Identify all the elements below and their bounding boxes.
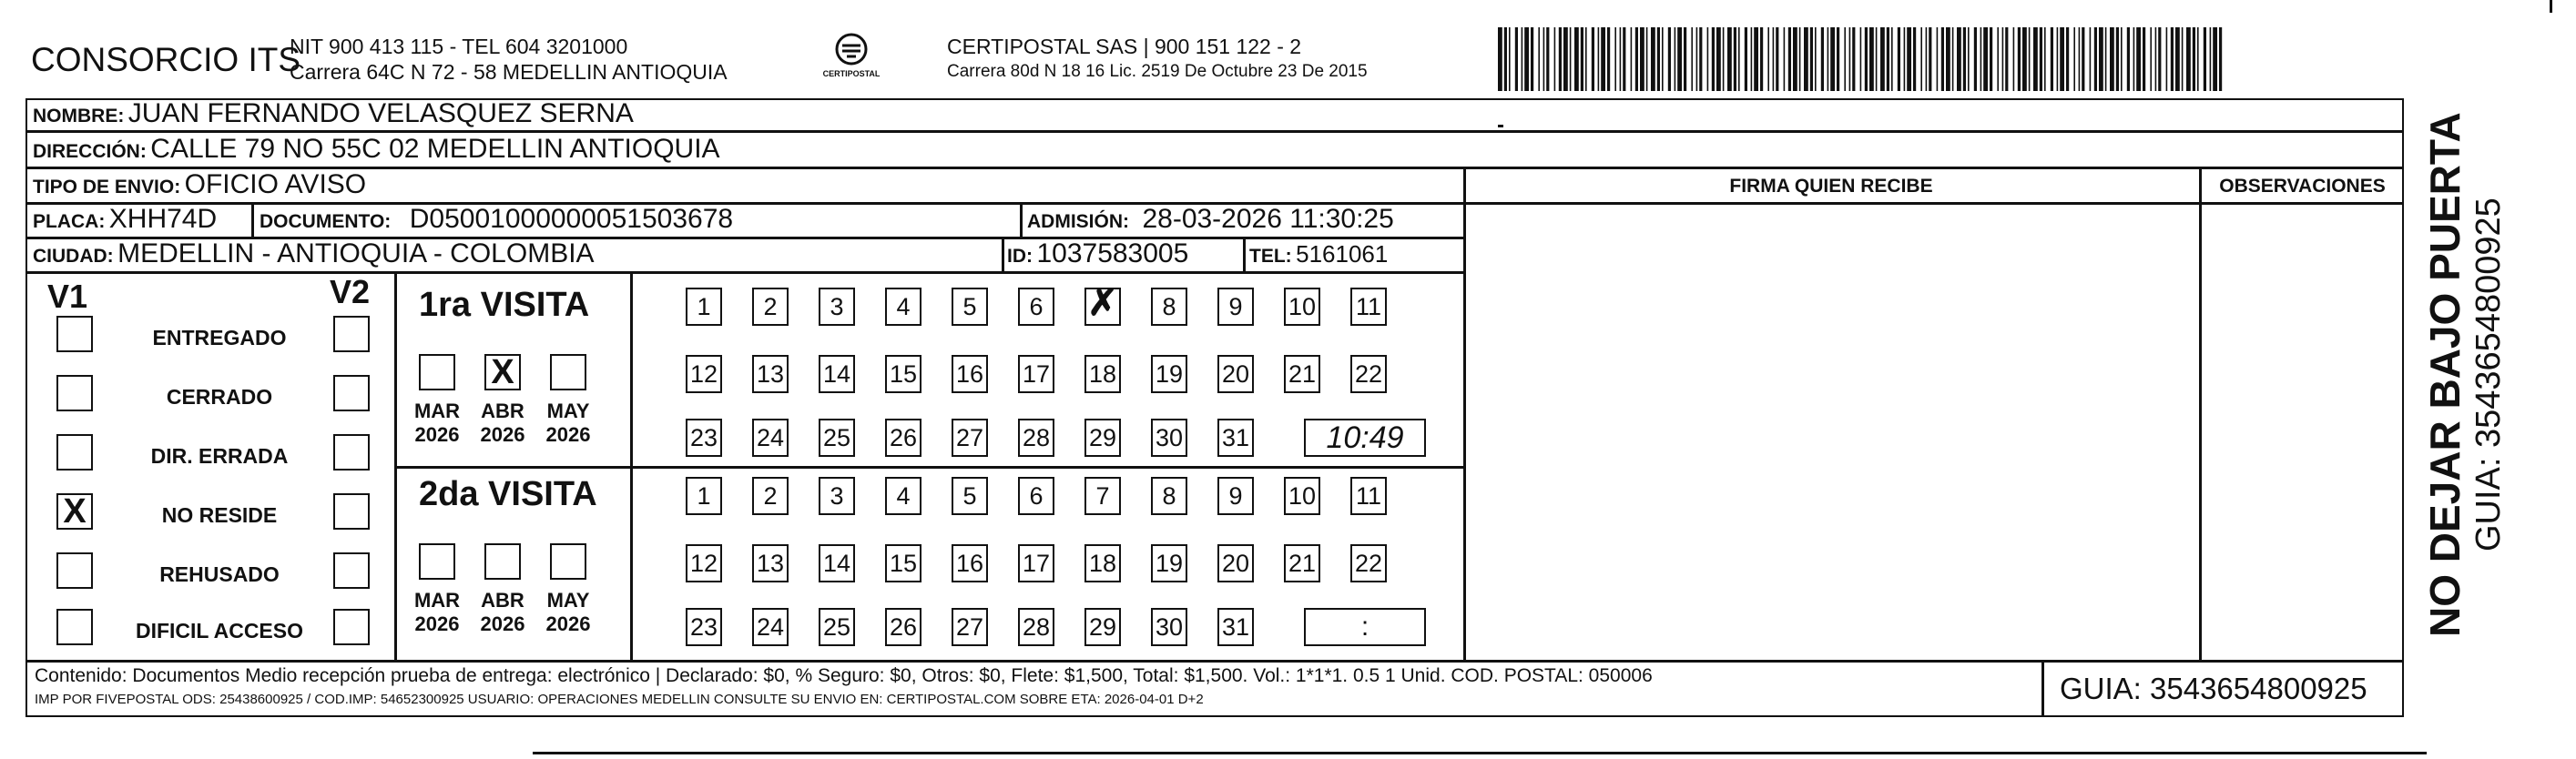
status-label: DIFICIL ACCESO: [135, 619, 303, 643]
status-label: NO RESIDE: [161, 503, 278, 527]
barcode-bar: [1677, 27, 1682, 91]
day-box[interactable]: 14: [819, 544, 855, 582]
barcode-bar: [1581, 27, 1583, 91]
day-box[interactable]: 4: [885, 288, 921, 326]
day-box[interactable]: 10: [1284, 477, 1320, 515]
barcode-bar: [1980, 27, 1982, 91]
barcode-bar: [2143, 27, 2145, 91]
day-box[interactable]: 16: [952, 355, 988, 393]
barcode-bar: [1614, 27, 1616, 91]
barcode-bar: [2133, 27, 2135, 91]
barcode-bar: [1957, 27, 1961, 91]
barcode-bar: [2002, 27, 2004, 91]
courier-license: Carrera 80d N 18 16 Lic. 2519 De Octubre 23 De 2015: [947, 62, 1368, 81]
barcode-bar: [2033, 27, 2038, 91]
barcode-bar: [1880, 27, 1885, 91]
firma-left-border: [1463, 167, 1466, 660]
day-box[interactable]: 31: [1217, 419, 1254, 457]
barcode-bar: [1662, 27, 1664, 91]
barcode-bar: [2204, 27, 2206, 91]
barcode-bar: [2066, 27, 2069, 91]
barcode-bar: [1546, 27, 1549, 91]
visit-time-box[interactable]: :: [1304, 608, 1426, 646]
barcode-bar: [1904, 27, 1906, 91]
barcode-bar: [1515, 27, 1518, 91]
day-box[interactable]: 21: [1284, 355, 1320, 393]
day-box[interactable]: 25: [819, 419, 855, 457]
barcode-bar: [2040, 27, 2042, 91]
barcode-bar: [1837, 27, 1839, 91]
barcode-bar: [1651, 27, 1655, 91]
barcode-bar: [1723, 27, 1725, 91]
barcode-bar: [2079, 27, 2081, 91]
day-box[interactable]: 30: [1151, 419, 1187, 457]
barcode-bar: [1898, 27, 1900, 91]
day-box[interactable]: 11: [1350, 477, 1387, 515]
day-box[interactable]: [1084, 283, 1121, 326]
visit-separator: [394, 466, 1465, 469]
top-right-tick: [2550, 0, 2552, 13]
barcode-bar: [1920, 27, 1922, 91]
barcode-bar: [2116, 27, 2119, 91]
barcode-bar: [1804, 27, 1808, 91]
footer-guia: GUIA: 3543654800925: [2060, 672, 2367, 705]
day-box[interactable]: 19: [1151, 355, 1187, 393]
barcode-bar: [2099, 27, 2103, 91]
day-box[interactable]: 1: [686, 288, 722, 326]
barcode-bar: [1891, 27, 1893, 91]
month-label: MAR: [413, 589, 461, 612]
day-mark-icon: ✗: [1087, 283, 1118, 323]
day-box[interactable]: 26: [885, 419, 921, 457]
ciudad-label: CIUDAD:: [33, 246, 114, 267]
id-sep: [1002, 237, 1004, 271]
barcode-bar: [1776, 27, 1778, 91]
barcode-bar: [1941, 27, 1944, 91]
day-box[interactable]: 13: [752, 544, 789, 582]
barcode-bar: [2175, 27, 2180, 91]
day-box[interactable]: 28: [1018, 608, 1054, 646]
barcode-bar: [1865, 27, 1868, 91]
firma-header: FIRMA QUIEN RECIBE: [1729, 176, 1933, 197]
month-year: 2026: [414, 612, 460, 635]
barcode-bar: [1699, 27, 1702, 91]
barcode-bar: [2022, 27, 2027, 91]
tel-value: 5161061: [1296, 240, 1389, 268]
barcode-bar: [2110, 27, 2114, 91]
v1-checkbox[interactable]: [56, 375, 93, 411]
barcode-bar: [1646, 27, 1648, 91]
id-value: 1037583005: [1036, 238, 1189, 268]
barcode-bar: [1830, 27, 1835, 91]
barcode-bar: [1675, 27, 1676, 91]
month-label: MAY: [546, 400, 590, 422]
barcode-bar: [1601, 27, 1605, 91]
barcode-bar: [2057, 27, 2059, 91]
barcode-bar: [1574, 27, 1579, 91]
barcode-bar: [2182, 27, 2184, 91]
logo-text: CERTIPOSTAL: [822, 69, 881, 78]
barcode-bar: [2051, 27, 2053, 91]
barcode-bar: [2213, 27, 2217, 91]
day-box[interactable]: 27: [952, 608, 988, 646]
barcode-bar: [1522, 27, 1523, 91]
barcode-bar: [2136, 27, 2141, 91]
day-box[interactable]: 29: [1084, 608, 1121, 646]
month-label: MAR: [413, 400, 461, 422]
barcode-bar: [1907, 27, 1911, 91]
barcode-bar: [1712, 27, 1715, 91]
barcode-bar: [1974, 27, 1977, 91]
barcode-bar: [1983, 27, 1988, 91]
admision-value: 28-03-2026 11:30:25: [1142, 204, 1394, 234]
barcode-bar: [2127, 27, 2130, 91]
status-label: DIR. ERRADA: [150, 444, 289, 468]
month-checkbox[interactable]: [419, 543, 455, 580]
company-address: Carrera 64C N 72 - 58 MEDELLIN ANTIOQUIA: [290, 60, 728, 84]
day-box[interactable]: 27: [952, 419, 988, 457]
barcode-bar: [1849, 27, 1851, 91]
footer-contenido: Contenido: Documentos Medio recepción prueba de entrega: electrónico | Declarado: $0, % Seguro: $0, Otros: $0, Flete: $1,500, Total: $1,500. Vol.: 1*1*1. 0.5 1 Unid. COD. POSTAL: 050006: [35, 665, 1653, 686]
side-guia: GUIA: 3543654800925: [2469, 197, 2508, 552]
barcode-bar: [1997, 27, 1999, 91]
month-checkbox[interactable]: [419, 354, 455, 390]
barcode-bar: [2197, 27, 2199, 91]
day-box[interactable]: 2: [752, 288, 789, 326]
barcode-bar: [1657, 27, 1660, 91]
v2-checkbox[interactable]: [333, 434, 370, 471]
barcode-bar: [1707, 27, 1709, 91]
day-box[interactable]: 22: [1350, 355, 1387, 393]
barcode-bar: [2044, 27, 2046, 91]
barcode-bar: [1810, 27, 1813, 91]
status-label: ENTREGADO: [152, 326, 287, 349]
barcode-bar: [2018, 27, 2021, 91]
barcode-bar: [1531, 27, 1533, 91]
bottom-rule: [533, 752, 2427, 754]
barcode-bar: [1524, 27, 1529, 91]
barcode-bar: [2060, 27, 2064, 91]
day-box[interactable]: 9: [1217, 477, 1254, 515]
day-box[interactable]: 16: [952, 544, 988, 582]
day-box[interactable]: 23: [686, 419, 722, 457]
barcode-bar: [2090, 27, 2092, 91]
day-box[interactable]: 6: [1018, 477, 1054, 515]
month-checkbox[interactable]: [550, 354, 586, 390]
day-box[interactable]: 17: [1018, 544, 1054, 582]
barcode-bar: [1696, 27, 1698, 91]
v2-checkbox[interactable]: [333, 375, 370, 411]
day-box[interactable]: 1: [686, 477, 722, 515]
barcode-bar: [1968, 27, 1970, 91]
barcode-bar: [1844, 27, 1846, 91]
day-box[interactable]: 25: [819, 608, 855, 646]
barcode-bar: [1937, 27, 1939, 91]
barcode-bar: [1607, 27, 1610, 91]
day-box[interactable]: 12: [686, 355, 722, 393]
v1-header: V1: [47, 278, 88, 315]
documento-value: D05001000000051503678: [409, 204, 734, 234]
barcode-bar: [1563, 27, 1568, 91]
barcode-bar: [1570, 27, 1572, 91]
day-box[interactable]: 17: [1018, 355, 1054, 393]
month-label: MAY: [546, 589, 590, 612]
tipo-value: OFICIO AVISO: [184, 169, 367, 199]
ciudad-value: MEDELLIN - ANTIOQUIA - COLOMBIA: [117, 238, 595, 268]
id-label: ID:: [1007, 246, 1033, 267]
barcode-bar: [1869, 27, 1874, 91]
day-box[interactable]: 24: [752, 608, 789, 646]
barcode-bar: [1684, 27, 1686, 91]
day-box[interactable]: 26: [885, 608, 921, 646]
barcode-bar: [1788, 27, 1791, 91]
placa-sep: [251, 202, 254, 237]
barcode-bar: [1799, 27, 1801, 91]
obs-left-border: [2199, 167, 2202, 660]
tel-row: [1249, 236, 1388, 277]
barcode-bar: [1929, 27, 1931, 91]
barcode-bar: [1784, 27, 1786, 91]
footer-imp: IMP POR FIVEPOSTAL ODS: 25438600925 / COD.IMP: 54652300925 USUARIO: OPERACIONES MEDELLIN CONSULTE SU ENVIO EN: CERTIPOSTAL.COM SOBRE ETA: 2026-04-01 D+2: [35, 692, 1204, 707]
visit-title: 2da VISITA: [419, 475, 597, 513]
barcode-bar: [2171, 27, 2174, 91]
barcode: [1498, 27, 2226, 91]
v1-checkbox[interactable]: [56, 552, 93, 589]
day-box[interactable]: 21: [1284, 544, 1320, 582]
barcode-bar: [1543, 27, 1545, 91]
month-label: ABR: [481, 589, 524, 612]
day-box[interactable]: 18: [1084, 355, 1121, 393]
barcode-bar: [1952, 27, 1954, 91]
month-label: ABR: [481, 400, 524, 422]
barcode-bar: [1554, 27, 1556, 91]
v2-checkbox[interactable]: [333, 609, 370, 645]
barcode-bar: [1623, 27, 1625, 91]
day-box[interactable]: 29: [1084, 419, 1121, 457]
month-year: 2026: [545, 423, 591, 446]
side-warning: NO DEJAR BAJO PUERTA: [2421, 112, 2469, 637]
v2-checkbox[interactable]: [333, 552, 370, 589]
month-year: 2026: [480, 612, 525, 635]
courier-info: CERTIPOSTAL SAS | 900 151 122 - 2: [947, 35, 1302, 58]
status-label: REHUSADO: [159, 562, 280, 586]
placa-value: XHH74D: [108, 204, 218, 234]
day-box[interactable]: 19: [1151, 544, 1187, 582]
admision-label: ADMISIÓN:: [1027, 211, 1129, 232]
day-box[interactable]: 18: [1084, 544, 1121, 582]
day-box[interactable]: 7: [1084, 477, 1121, 515]
barcode-bar: [1738, 27, 1740, 91]
month-year: 2026: [545, 612, 591, 635]
tel-label: TEL:: [1249, 246, 1292, 267]
barcode-bar: [1635, 27, 1638, 91]
barcode-bar: [1767, 27, 1769, 91]
documento-label: DOCUMENTO:: [260, 211, 392, 232]
day-box[interactable]: 11: [1350, 288, 1387, 326]
barcode-bar: [1754, 27, 1758, 91]
v1-checkbox[interactable]: X: [56, 493, 93, 530]
barcode-bar: [2219, 27, 2222, 91]
month-checkbox[interactable]: [550, 543, 586, 580]
status-label: CERRADO: [166, 385, 273, 409]
day-box[interactable]: 14: [819, 355, 855, 393]
v1-checkbox[interactable]: [56, 434, 93, 471]
day-box[interactable]: 12: [686, 544, 722, 582]
visit-time-box[interactable]: 10:49: [1304, 419, 1426, 457]
visit-title: 1ra VISITA: [419, 286, 590, 324]
barcode-bar: [1990, 27, 1992, 91]
placa-label: PLACA:: [33, 211, 106, 232]
observaciones-header: OBSERVACIONES: [2219, 176, 2386, 197]
nombre-value: JUAN FERNANDO VELASQUEZ SERNA: [127, 98, 634, 128]
v2-checkbox[interactable]: [333, 493, 370, 530]
barcode-bar: [1815, 27, 1817, 91]
company-name: CONSORCIO ITS: [31, 41, 301, 78]
barcode-bar: [1887, 27, 1889, 91]
tel-sep: [1243, 237, 1246, 271]
barcode-bar: [1913, 27, 1916, 91]
company-nit: NIT 900 413 115 - TEL 604 3201000: [290, 35, 628, 58]
day-box[interactable]: 4: [885, 477, 921, 515]
barcode-bar: [2105, 27, 2107, 91]
barcode-bar: [2073, 27, 2075, 91]
barcode-bar: [1963, 27, 1966, 91]
day-box[interactable]: 2: [752, 477, 789, 515]
month-year: 2026: [414, 423, 460, 446]
month-checkbox[interactable]: [484, 543, 521, 580]
month-year: 2026: [480, 423, 525, 446]
day-box[interactable]: 31: [1217, 608, 1254, 646]
day-box[interactable]: 3: [819, 288, 855, 326]
barcode-bar: [1691, 27, 1693, 91]
barcode-bar: [1598, 27, 1600, 91]
v1-checkbox[interactable]: [56, 609, 93, 645]
v2-header: V2: [330, 273, 371, 310]
footer-guia-sep: [2041, 660, 2044, 717]
barcode-bar: [1592, 27, 1594, 91]
nombre-dash: [1498, 125, 1503, 127]
barcode-bar: [1760, 27, 1763, 91]
barcode-bar: [2005, 27, 2008, 91]
barcode-bar: [1640, 27, 1644, 91]
ciudad-row: [33, 236, 595, 277]
barcode-bar: [1821, 27, 1824, 91]
day-box[interactable]: 30: [1151, 608, 1187, 646]
barcode-bar: [1876, 27, 1878, 91]
admision-sep: [1020, 202, 1023, 237]
day-box[interactable]: 5: [952, 288, 988, 326]
barcode-bar: [1860, 27, 1862, 91]
certipostal-logo: [820, 31, 883, 86]
barcode-bar: [1793, 27, 1797, 91]
barcode-bar: [1620, 27, 1622, 91]
barcode-bar: [1828, 27, 1829, 91]
barcode-bar: [2193, 27, 2195, 91]
barcode-bar: [1751, 27, 1753, 91]
barcode-bar: [2155, 27, 2157, 91]
barcode-bar: [1716, 27, 1721, 91]
barcode-bar: [1509, 27, 1511, 91]
barcode-bar: [2013, 27, 2015, 91]
barcode-bar: [2121, 27, 2123, 91]
day-box[interactable]: 5: [952, 477, 988, 515]
barcode-bar: [1559, 27, 1562, 91]
day-box[interactable]: 8: [1151, 477, 1187, 515]
barcode-bar: [1727, 27, 1732, 91]
barcode-bar: [2094, 27, 2097, 91]
barcode-bar: [1538, 27, 1540, 91]
footer-top-line: [25, 660, 2404, 663]
day-box[interactable]: 23: [686, 608, 722, 646]
day-box[interactable]: 9: [1217, 288, 1254, 326]
day-box[interactable]: 28: [1018, 419, 1054, 457]
barcode-bar: [2210, 27, 2212, 91]
v1-checkbox[interactable]: [56, 316, 93, 352]
tipo-label: TIPO DE ENVIO:: [33, 177, 181, 197]
barcode-bar: [1852, 27, 1855, 91]
day-box[interactable]: 20: [1217, 355, 1254, 393]
barcode-bar: [1926, 27, 1928, 91]
barcode-bar: [1504, 27, 1507, 91]
month-checkbox[interactable]: X: [484, 354, 521, 390]
v2-checkbox[interactable]: [333, 316, 370, 352]
nombre-label: NOMBRE:: [33, 106, 125, 126]
barcode-bar: [2166, 27, 2168, 91]
id-row: [1007, 236, 1188, 277]
day-box[interactable]: 13: [752, 355, 789, 393]
barcode-bar: [1668, 27, 1671, 91]
day-box[interactable]: 10: [1284, 288, 1320, 326]
barcode-bar: [2029, 27, 2031, 91]
barcode-bar: [1631, 27, 1633, 91]
day-box[interactable]: 15: [885, 544, 921, 582]
day-box[interactable]: 20: [1217, 544, 1254, 582]
day-box[interactable]: 8: [1151, 288, 1187, 326]
barcode-bar: [1773, 27, 1775, 91]
barcode-bar: [1498, 27, 1502, 91]
barcode-bar: [1734, 27, 1736, 91]
barcode-bar: [1585, 27, 1587, 91]
barcode-bar: [2082, 27, 2084, 91]
direccion-label: DIRECCIÓN:: [33, 141, 147, 162]
direccion-value: CALLE 79 NO 55C 02 MEDELLIN ANTIOQUIA: [150, 134, 720, 164]
day-box[interactable]: 6: [1018, 288, 1054, 326]
day-box[interactable]: 22: [1350, 544, 1387, 582]
day-box[interactable]: 15: [885, 355, 921, 393]
day-box[interactable]: 3: [819, 477, 855, 515]
barcode-bar: [2186, 27, 2191, 91]
barcode-bar: [2150, 27, 2152, 91]
barcode-bar: [1946, 27, 1950, 91]
barcode-bar: [2158, 27, 2161, 91]
barcode-bar: [1745, 27, 1747, 91]
day-box[interactable]: 24: [752, 419, 789, 457]
